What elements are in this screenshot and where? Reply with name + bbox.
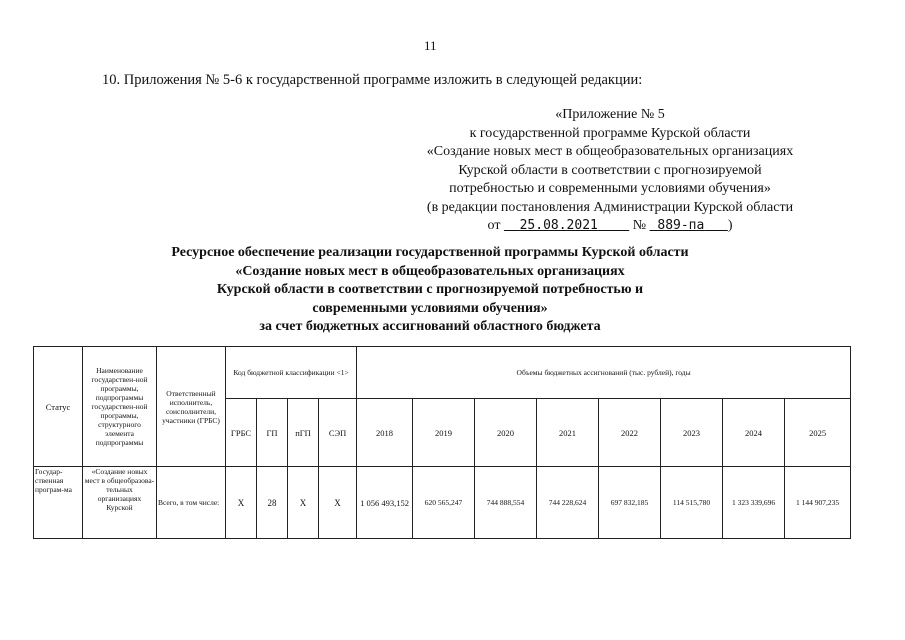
header-status: Статус: [34, 347, 83, 467]
header-code-grbs: ГРБС: [226, 399, 257, 467]
row-value-2018: 1 056 493,152: [357, 467, 413, 539]
title-line-3: Курской области в соответствии с прогнозируемой потребностью и: [216, 282, 644, 297]
annex-line-3: «Создание новых мест в общеобразовательных организациях: [426, 144, 794, 159]
annex-line-4: Курской области в соответствии с прогнозируемой: [458, 162, 762, 178]
row-code-pgp: Х: [288, 467, 319, 539]
annex-line-5: потребностью и современными условиями обучения»: [449, 181, 771, 196]
annex-line-1: «Приложение № 5: [555, 107, 665, 122]
header-code-pgp: пГП: [288, 399, 319, 467]
row-value-2021: 744 228,624: [537, 467, 599, 539]
title-line-1: Ресурсное обеспечение реализации государственной программы Курской области: [171, 245, 689, 260]
header-executor: Ответственный исполнитель, соисполнители, участники (ГРБС): [157, 347, 226, 467]
row-status: Государ-ственная програм-ма: [34, 467, 83, 539]
row-value-2022: 697 832,185: [599, 467, 661, 539]
number-prefix: №: [632, 218, 647, 233]
header-year-2021: 2021: [537, 399, 599, 467]
row-program-name: «Создание новых мест в общеобразова-тельных организациях Курской: [83, 467, 157, 539]
table-row: [34, 467, 851, 539]
document-title: [120, 244, 740, 337]
title-line-5: за счет бюджетных ассигнований областного бюджета: [259, 319, 601, 334]
date-prefix: от: [487, 218, 501, 233]
header-code-gp: ГП: [257, 399, 288, 467]
row-value-2025: 1 144 907,235: [785, 467, 851, 539]
row-code-sep: Х: [319, 467, 357, 539]
resource-table: [33, 346, 851, 539]
header-year-2024: 2024: [723, 399, 785, 467]
header-program-name: Наименование государствен-ной программы, подпрограммы государствен-ной программы, структурного элемента подпрограммы: [83, 347, 157, 467]
close-paren: ): [727, 218, 733, 233]
header-year-2018: 2018: [357, 399, 413, 467]
row-value-2023: 114 515,780: [661, 467, 723, 539]
header-year-2025: 2025: [785, 399, 851, 467]
amendment-intro: 10. Приложения № 5-6 к государственной программе изложить в следующей редакции:: [102, 72, 643, 88]
page-number: 11: [424, 38, 437, 53]
title-line-4: современными условиями обучения»: [312, 300, 548, 316]
header-volumes: Объемы бюджетных ассигнований (тыс. рублей), годы: [357, 347, 851, 399]
title-line-2: «Создание новых мест в общеобразовательных организациях: [235, 263, 625, 279]
annex-line-2: к государственной программе Курской области: [469, 125, 751, 141]
annex-line-6: (в редакции постановления Администрации Курской области: [426, 199, 794, 215]
resolution-date: 25.08.2021: [519, 218, 598, 233]
row-value-2019: 620 565,247: [413, 467, 475, 539]
annex-date-line: [400, 217, 820, 236]
annex-header: [400, 106, 820, 236]
header-year-2023: 2023: [661, 399, 723, 467]
header-year-2020: 2020: [475, 399, 537, 467]
header-year-2019: 2019: [413, 399, 475, 467]
row-value-2020: 744 888,554: [475, 467, 537, 539]
row-executor: Всего, в том числе:: [157, 467, 226, 539]
resolution-number: 889-па: [657, 218, 705, 233]
header-budget-code: Код бюджетной классификации <1>: [226, 347, 357, 399]
header-code-sep: СЭП: [319, 399, 357, 467]
row-code-grbs: Х: [226, 467, 257, 539]
header-year-2022: 2022: [599, 399, 661, 467]
row-code-gp: 28: [257, 467, 288, 539]
row-value-2024: 1 323 339,696: [723, 467, 785, 539]
